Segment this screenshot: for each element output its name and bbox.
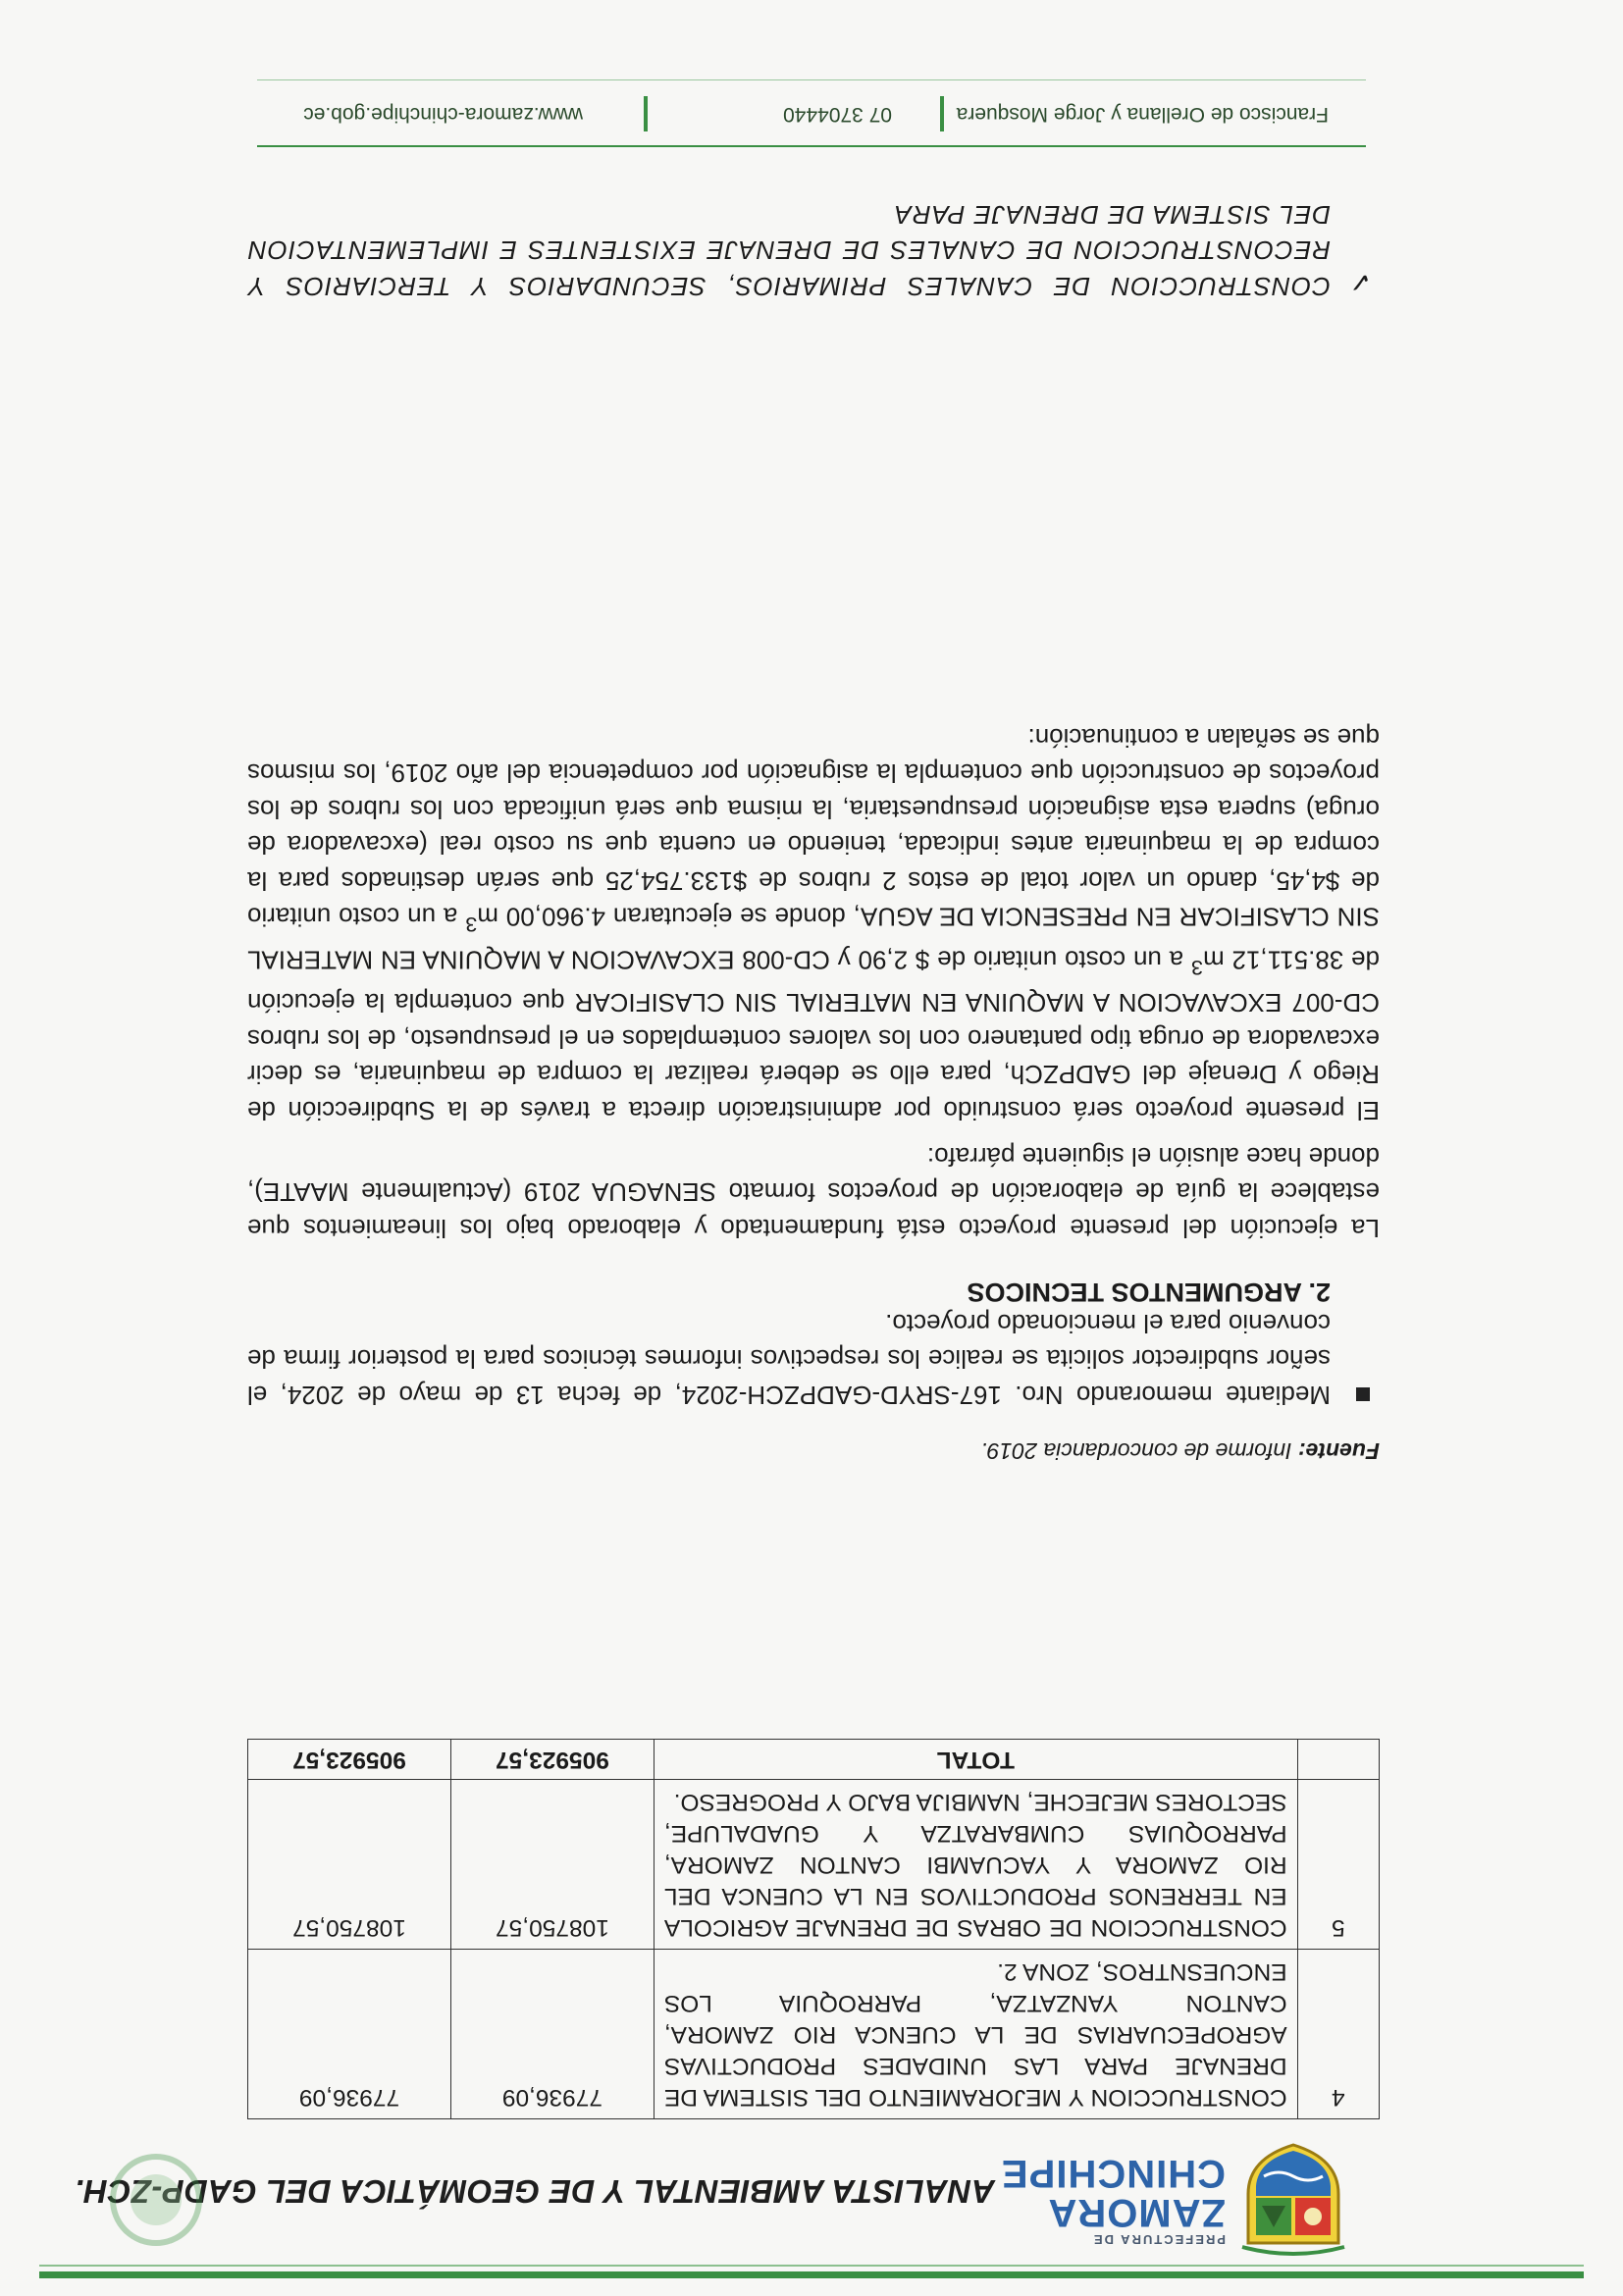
table-row <box>248 1780 1380 1950</box>
org-prefix: PREFECTURA DE <box>1091 2232 1226 2247</box>
header-rule-thin <box>39 2265 1584 2267</box>
project-item: CONSTRUCCION DE CANALES PRIMARIOS, SECUNDARIOS Y TERCIARIOS Y RECONSTRUCCION DE CANALES DE DRENAJE EXISTENTES E IMPLEMENTACION DEL SISTEMA DE DRENAJE PARA <box>247 200 1331 301</box>
section-heading: 2. ARGUMENTOS TECNICOS <box>967 1278 1331 1307</box>
row-number: 5 <box>1297 1780 1379 1950</box>
row-value: 108750,57 <box>450 1780 654 1950</box>
square-bullet-icon <box>1356 1387 1370 1401</box>
total-value: 905923,57 <box>450 1740 654 1780</box>
source-label: Fuente: <box>1297 1438 1380 1464</box>
footer-separator <box>940 96 944 131</box>
footer-separator <box>644 96 648 131</box>
superscript: 3 <box>1191 956 1204 980</box>
paragraph-guidelines: La ejecución del presente proyecto está fundamentado y elaborado bajo los lineamientos que establece la guía de elaboración de proyectos formato SENAGUA 2019 (Actualmente MAATE), donde hace alusión el siguiente párrafo: <box>247 1142 1380 1243</box>
total-total: 905923,57 <box>248 1740 451 1780</box>
superscript: 3 <box>465 912 478 937</box>
faded-logo-icon <box>102 2151 210 2249</box>
footer-address: Francisco de Orellana y Jorge Mosquera <box>956 103 1329 126</box>
memo-paragraph: Mediante memorando Nro. 167-SRYD-GADPZCH-2024, de fecha 13 de mayo de 2024, el señor subdirector solicita se realice los respectivos informes técnicos para la posterior firma de convenio para el mencionado proyecto. <box>247 1309 1331 1410</box>
paragraph-part: a un costo unitario de $ 2,90 y CD-008 EXCAVACION A MAQUINA EN MATERIAL SIN CLASIFICAR EN PRESENCIA DE AGUA, donde se ejecutaran 4.960,00 m <box>247 902 1380 975</box>
total-label: TOTAL <box>654 1740 1297 1780</box>
footer-rule <box>257 145 1366 147</box>
paragraph-part: El presente proyecto será construido por administración directa a través de la Subdirección de Riego y Drenaje del GADPZCh, para ello se deberá realizar la compra de maquinaria, es decir excavadora de oruga tipo pantanero con los valores contemplados en el presupuesto, de los rubros CD-007 EXCAVACION A MAQUINA EN MATERIAL SIN CLASIFICAR que contempla la ejecución de 38.511,12 m <box>247 945 1380 1125</box>
source-text: Informe de concordancia 2019. <box>980 1438 1292 1464</box>
letterhead <box>0 2124 1623 2296</box>
role-title: ANALISTA AMBIENTAL Y DE GEOMÁTICA DEL GADP-ZCH. <box>74 2173 995 2210</box>
row-description: CONSTRUCCION Y MEJORAMIENTO DEL SISTEMA DE DRENAJE PARA LAS UNIDADES PRODUCTIVAS AGROPECUARIAS DE LA CUENCA RIO ZAMORA, CANTON YANZATZA, PARROQUIA LOS ENCUESNTROS, ZONA 2. <box>654 1950 1297 2119</box>
footer <box>0 29 1623 147</box>
table-source <box>980 1437 1380 1464</box>
province-crest-icon <box>1234 2141 1352 2257</box>
checkmark-bullet-icon: ✓ <box>1348 267 1372 297</box>
total-row <box>248 1740 1380 1780</box>
paragraph-execution <box>247 719 1380 1128</box>
row-total: 77936,09 <box>248 1950 451 2119</box>
table-row <box>248 1950 1380 2119</box>
projects-table <box>247 1739 1380 2119</box>
total-empty-cell <box>1297 1740 1379 1780</box>
footer-rule-thin <box>257 79 1366 80</box>
footer-phone: 07 3704440 <box>783 103 892 126</box>
footer-website: www.zamora-chinchipe.gob.ec <box>303 103 583 126</box>
org-line-1: ZAMORA <box>1047 2191 1226 2234</box>
row-number: 4 <box>1297 1950 1379 2119</box>
header-rule <box>39 2271 1584 2278</box>
org-line-2: CHINCHIPE <box>1000 2152 1226 2195</box>
row-total: 108750,57 <box>248 1780 451 1950</box>
row-value: 77936,09 <box>450 1950 654 2119</box>
row-description: CONSTRUCCION DE OBRAS DE DRENAJE AGRICOLA EN TERRENOS PRODUCTIVOS EN LA CUENCA DEL RIO ZAMORA Y YACUAMBI CANTON ZAMORA, PARROQUIAS CUMBARATZA Y GUADALUPE, SECTORES MEJECHE, NAMBIJA BAJO Y PROGRESO. <box>654 1780 1297 1950</box>
paragraph-part: a un costo unitario de $4,45, dando un valor total de estos 2 rubros de $133.754,25 que serán destinados para la compra de la maquinaria antes indicada, teniendo en cuenta que su costo real (excavadora de oruga) supera esta asignación presupuestaria, la misma que será unificada con los rubros de los proyectos de construcción que contempla la asignación por competencia del año 2019, los mismos que se señalan a continuación: <box>247 722 1380 932</box>
